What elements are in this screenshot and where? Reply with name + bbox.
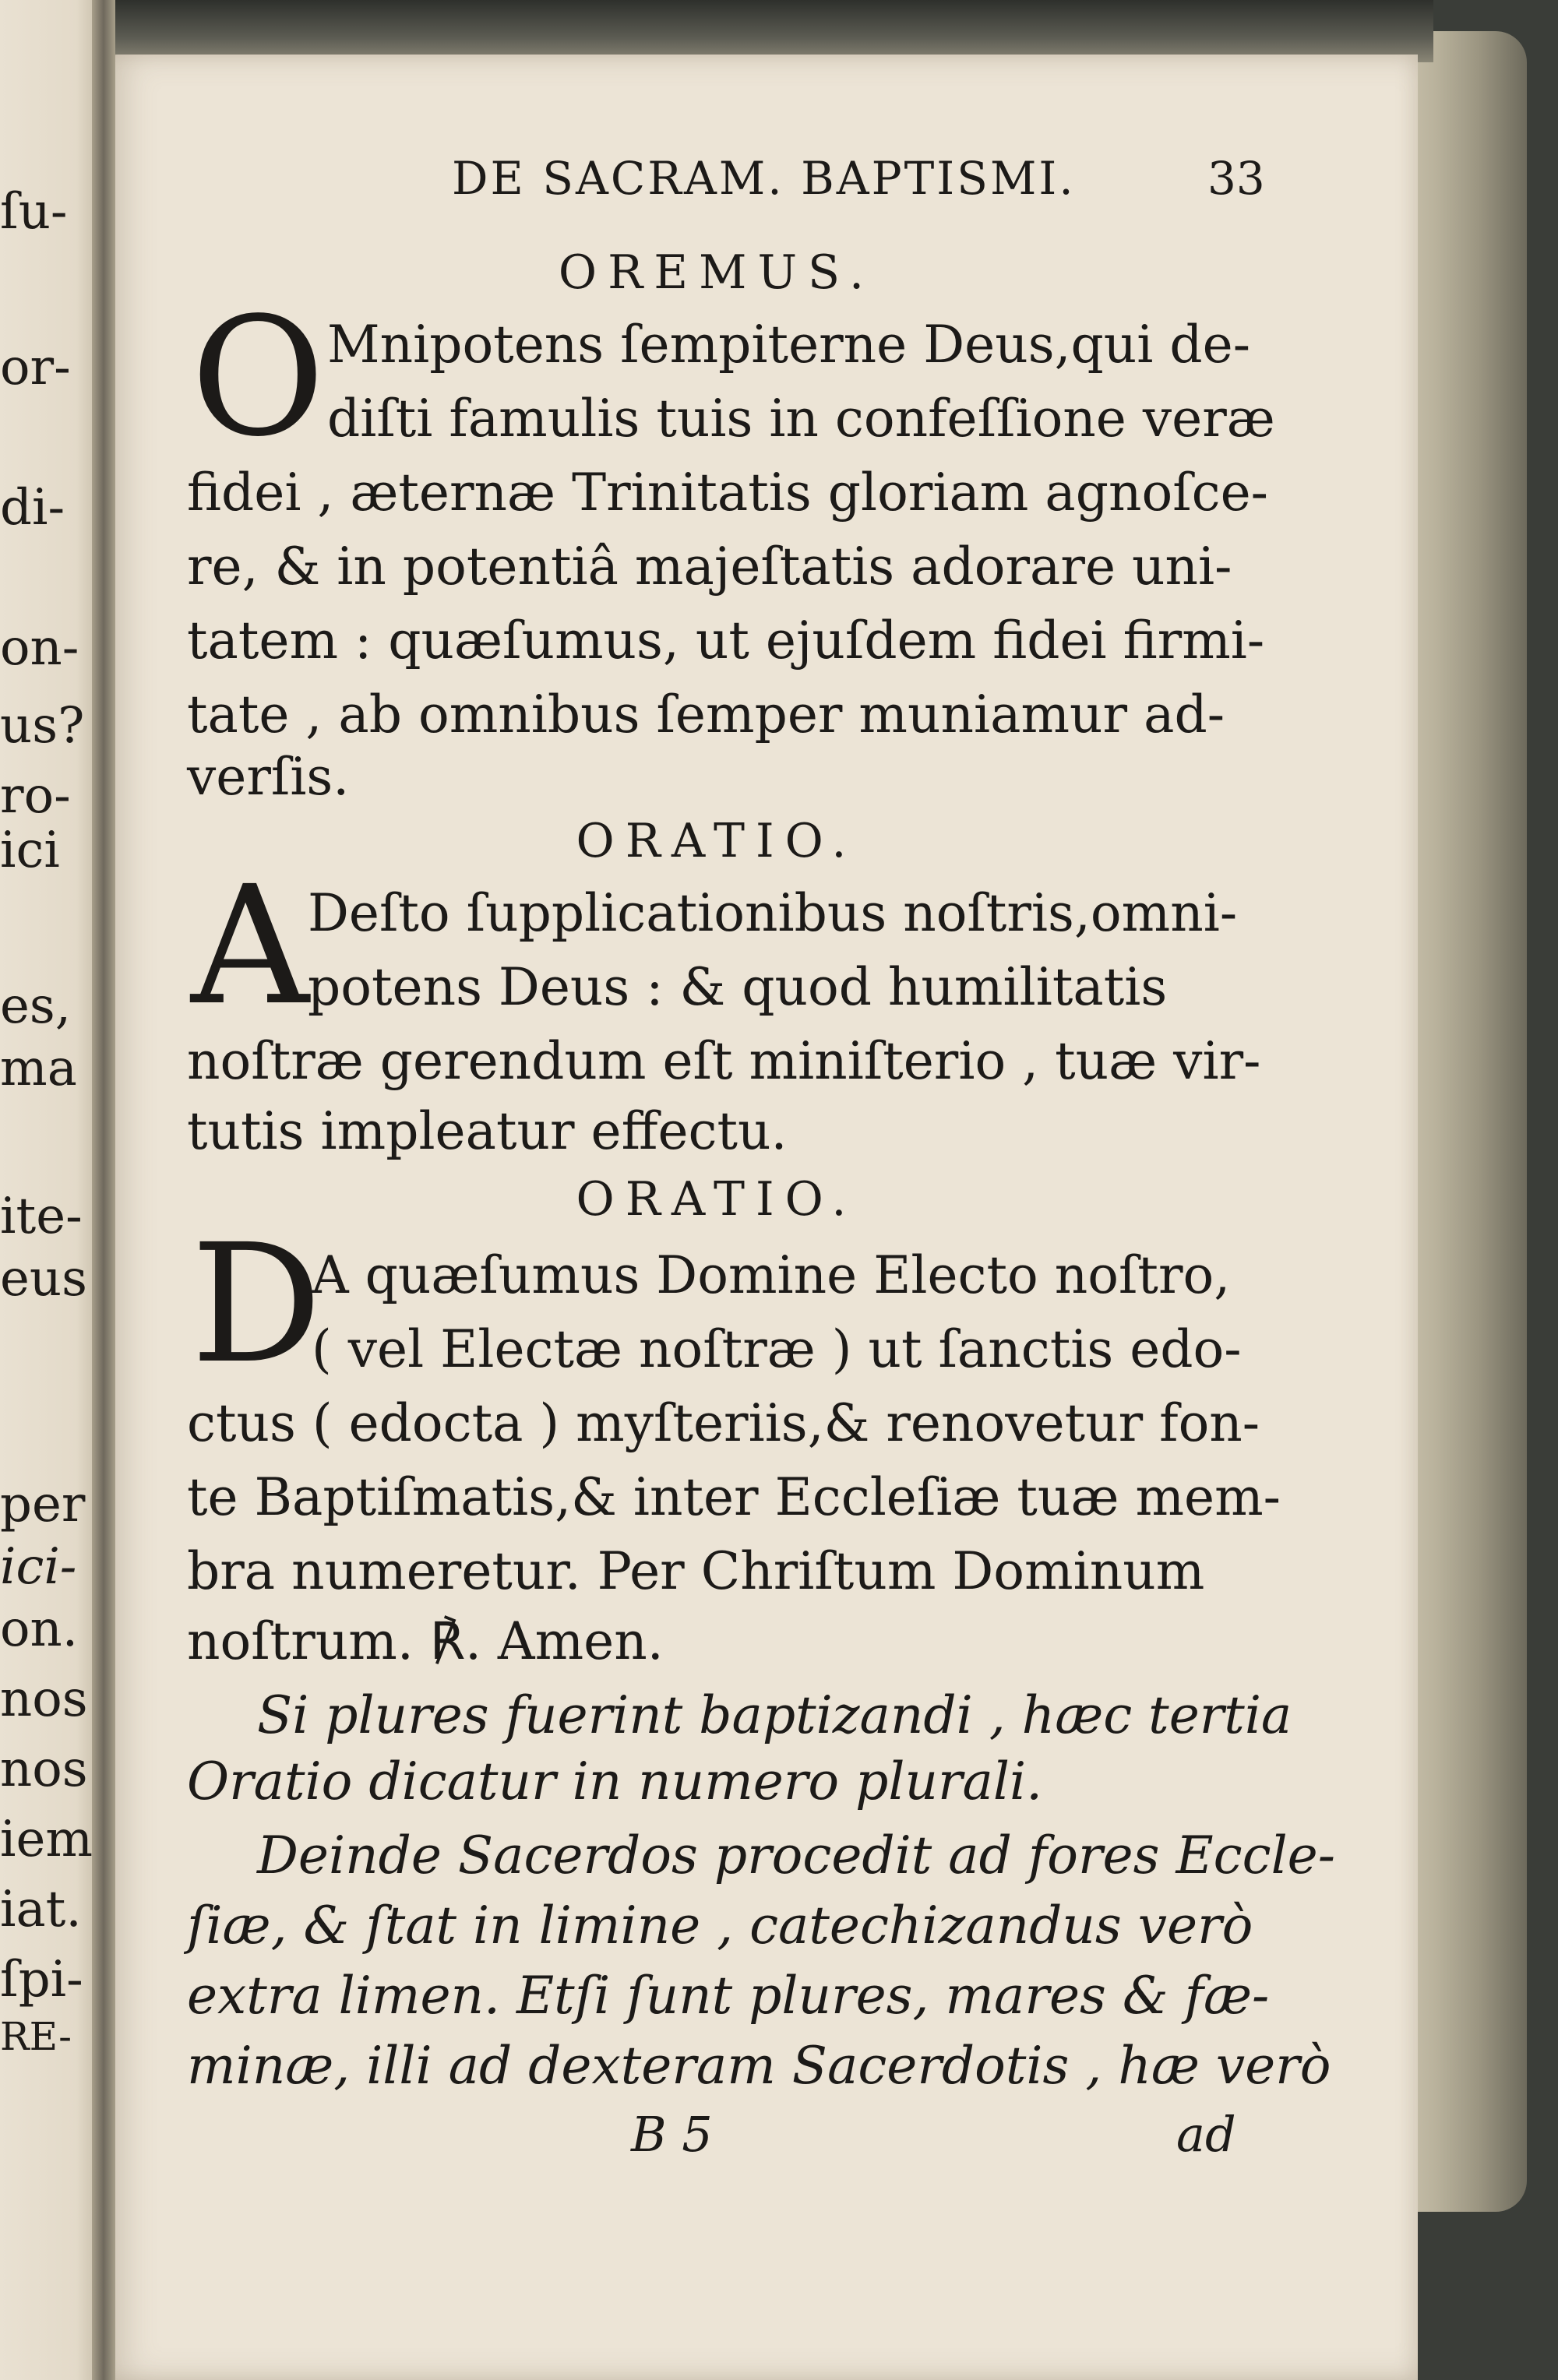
left-fragment: us? xyxy=(0,697,85,755)
text-line: te Baptiſmatis,& inter Eccleſiæ tuæ mem- xyxy=(187,1467,1281,1527)
left-fragment: es, xyxy=(0,977,72,1035)
drop-cap: O xyxy=(191,282,326,473)
rubric-line: Deinde Sacerdos procedit ad fores Eccle- xyxy=(257,1825,1336,1885)
text-line: fidei , æternæ Trinitatis gloriam agnoſce- xyxy=(187,463,1268,523)
left-fragment: eus xyxy=(0,1250,87,1308)
left-fragment: on. xyxy=(0,1600,79,1658)
text-line: tatem : quæſumus, ut ejuſdem fidei firmi- xyxy=(187,611,1265,671)
text-line: re, & in potentiâ majeſtatis adorare uni- xyxy=(187,537,1232,597)
rubric-line: Oratio dicatur in numero plurali. xyxy=(187,1752,1043,1811)
catchword: ad xyxy=(1176,2106,1236,2163)
left-fragment: ici- xyxy=(0,1538,77,1596)
drop-cap: D xyxy=(191,1209,323,1399)
left-fragment: iat. xyxy=(0,1881,82,1938)
book-top-shadow xyxy=(109,0,1433,62)
text-line: Mnipotens ſempiterne Deus,qui de- xyxy=(327,315,1251,375)
text-line: bra numeretur. Per Chriſtum Dominum xyxy=(187,1541,1205,1601)
text-line: tate , ab omnibus ſemper muniamur ad- xyxy=(187,685,1225,745)
text-line: tutis impleatur effectu. xyxy=(187,1101,788,1161)
rubric-line: minæ, illi ad dexteram Sacerdotis , hæ verò xyxy=(187,2036,1331,2096)
running-title: DE SACRAM. BAPTISMI. xyxy=(452,152,1076,205)
left-fragment: ſpi- xyxy=(0,1951,83,2009)
left-fragment: ro- xyxy=(0,767,71,825)
text-line: diſti famulis tuis in confeſſione veræ xyxy=(327,389,1275,449)
book-gutter xyxy=(92,0,115,2380)
section-heading: ORATIO. xyxy=(576,1172,858,1227)
signature-mark: B 5 xyxy=(631,2106,713,2163)
left-fragment: on- xyxy=(0,619,79,677)
page-number: 33 xyxy=(1207,152,1265,205)
text-line: noſtræ gerendum eſt miniſterio , tuæ vir- xyxy=(187,1031,1261,1091)
text-line: ctus ( edocta ) myſteriis,& renovetur fon- xyxy=(187,1393,1260,1453)
text-line: noſtrum. ℟. Amen. xyxy=(187,1611,664,1671)
left-fragment: di- xyxy=(0,479,65,537)
text-line: verſis. xyxy=(187,747,350,807)
left-fragment: RE- xyxy=(0,2014,72,2059)
text-line: Deſto ſupplicationibus noſtris,omni- xyxy=(308,883,1238,943)
left-fragment: iem xyxy=(0,1811,93,1868)
left-fragment: ici xyxy=(0,822,60,879)
text-line: A quæſumus Domine Electo noſtro, xyxy=(312,1245,1231,1305)
left-fragment: or- xyxy=(0,339,71,396)
section-heading: OREMUS. xyxy=(558,245,876,300)
rubric-line: extra limen. Etſi ſunt plures, mares & fæ- xyxy=(187,1966,1270,2026)
text-line: potens Deus : & quod humilitatis xyxy=(308,957,1168,1017)
left-fragment: nos xyxy=(0,1671,88,1728)
left-fragment: ma xyxy=(0,1040,77,1097)
section-heading: ORATIO. xyxy=(576,814,858,868)
text-line: ( vel Electæ noſtræ ) ut ſanctis edo- xyxy=(312,1319,1242,1379)
left-fragment: ſu- xyxy=(0,183,68,241)
rubric-line: ſiæ, & ſtat in limine , catechizandus verò xyxy=(187,1896,1253,1956)
left-fragment: ite- xyxy=(0,1188,83,1245)
left-fragment: nos xyxy=(0,1741,88,1798)
rubric-line: Si plures fuerint baptizandi , hæc tertia xyxy=(257,1685,1292,1745)
left-fragment: per xyxy=(0,1476,86,1533)
drop-cap: A xyxy=(191,850,309,1041)
